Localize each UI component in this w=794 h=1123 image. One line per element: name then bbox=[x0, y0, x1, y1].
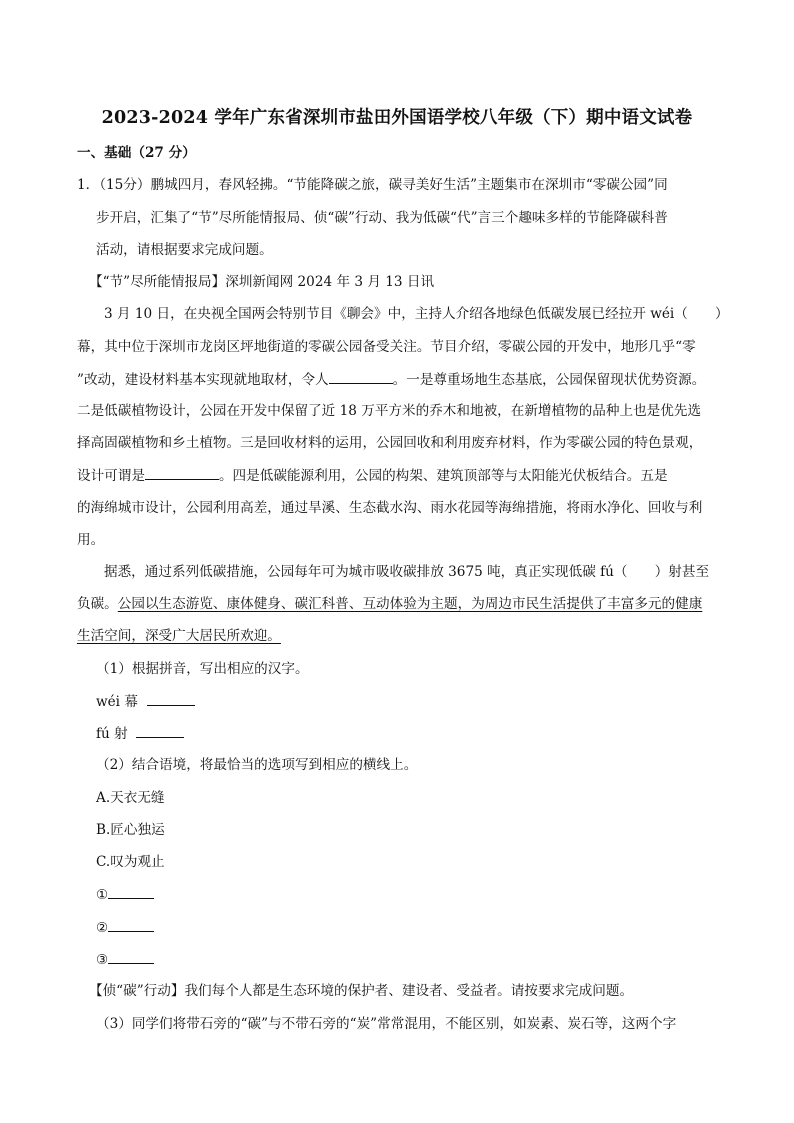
para1-line-5: 择高固碳植物和乡土植物。三是回收材料的运用，公园回收和利用废弃材料，作为零碳公园的特色景观， bbox=[77, 435, 703, 451]
para1-line-6-start: 设计可谓是 bbox=[77, 468, 145, 484]
para1-line-3-start: ”改动，建设材料基本实现就地取材，令人 bbox=[77, 372, 329, 388]
para2-line-2 bbox=[77, 595, 702, 613]
subquestion-1: （1）根据拼音，写出相应的汉字。 bbox=[96, 661, 309, 677]
para1-line-6 bbox=[77, 466, 668, 485]
option-c: C.叹为观止 bbox=[96, 854, 165, 870]
para2-line-1: 据悉，通过系列低碳措施，公园每年可为城市吸收碳排放 3675 吨，真正实现低碳 fú（ ）射甚至 bbox=[104, 564, 710, 580]
pinyin-wei-blank[interactable] bbox=[147, 692, 195, 706]
detect-carbon-header: 【侦“碳”行动】我们每个人都是生态环境的保护者、建设者、受益者。请按要求完成问题。 bbox=[89, 983, 634, 999]
para1-line-3 bbox=[77, 370, 705, 389]
para1-line-7: 的海绵城市设计，公园利用高差，通过旱溪、生态截水沟、雨水花园等海绵措施，将雨水净化、回收与利 bbox=[77, 500, 703, 516]
answer-row-3 bbox=[96, 950, 154, 969]
para1-line-4: 二是低碳植物设计，公园在开发中保留了近 18 万平方米的乔木和地被，在新增植物的品种上也是优先选 bbox=[77, 403, 702, 419]
answer-row-1-blank[interactable] bbox=[108, 885, 154, 899]
subquestion-3: （3）同学们将带石旁的“碳”与不带石旁的“炭”常常混用，不能区别，如炭素、炭石等，这两个字 bbox=[96, 1016, 677, 1032]
para1-line-1: 3 月 10 日，在央视全国两会特别节目《聊会》中，主持人介绍各地绿色低碳发展已经拉开 wéi（ ） bbox=[104, 306, 729, 322]
answer-row-2 bbox=[96, 918, 154, 937]
answer-row-2-marker: ② bbox=[96, 920, 109, 936]
section-heading: 一、基础（27 分） bbox=[77, 145, 196, 161]
underlined-sentence-part-2: 生活空间，深受广大居民所欢迎。 bbox=[77, 628, 281, 644]
answer-row-1-marker: ① bbox=[96, 887, 109, 903]
underlined-sentence-part-1: 公园以生态游览、康体健身、碳汇科普、互动体验为主题，为周边市民生活提供了丰富多元的健康 bbox=[117, 596, 703, 612]
pinyin-wei-row bbox=[96, 692, 195, 711]
subquestion-2: （2）结合语境，将最恰当的选项写到相应的横线上。 bbox=[96, 757, 418, 773]
pinyin-fu-row bbox=[96, 724, 184, 743]
answer-blank-2[interactable] bbox=[145, 466, 219, 480]
pinyin-wei-label: wéi 幕 bbox=[96, 694, 138, 710]
pinyin-fu-blank[interactable] bbox=[136, 724, 184, 738]
news-header: 【“节”尽所能情报局】深圳新闻网 2024 年 3 月 13 日讯 bbox=[89, 274, 435, 290]
para1-line-3-end: 。一是尊重场地生态基底，公园保留现状优势资源。 bbox=[392, 372, 706, 388]
option-a: A.天衣无缝 bbox=[96, 790, 165, 806]
para2-line-2-start: 负碳。 bbox=[77, 596, 118, 612]
para1-line-8: 用。 bbox=[77, 532, 105, 548]
answer-blank-1[interactable] bbox=[329, 370, 393, 384]
option-b: B.匠心独运 bbox=[96, 822, 165, 838]
answer-row-2-blank[interactable] bbox=[108, 918, 154, 932]
question-1-line-2: 步开启，汇集了“节”尽所能情报局、侦“碳”行动、我为低碳“代”言三个趣味多样的节能降碳科普 bbox=[96, 210, 668, 226]
answer-row-3-blank[interactable] bbox=[108, 950, 154, 964]
para1-line-2: 幕，其中位于深圳市龙岗区坪地街道的零碳公园备受关注。节目介绍，零碳公园的开发中，地形几乎“零 bbox=[77, 339, 696, 355]
answer-row-3-marker: ③ bbox=[96, 952, 109, 968]
answer-row-1 bbox=[96, 885, 154, 904]
question-1-line-1: 1．（15分）鹏城四月，春风轻拂。“节能降碳之旅，碳寻美好生活”主题集市在深圳市“零碳公园”同 bbox=[77, 177, 668, 193]
question-1-line-3: 活动，请根据要求完成问题。 bbox=[96, 242, 273, 258]
pinyin-fu-label: fú 射 bbox=[96, 726, 128, 742]
para1-line-6-end: 。四是低碳能源利用，公园的构架、建筑顶部等与太阳能光伏板结合。五是 bbox=[218, 468, 668, 484]
exam-title: 2023-2024 学年广东省深圳市盐田外国语学校八年级（下）期中语文试卷 bbox=[101, 108, 693, 128]
